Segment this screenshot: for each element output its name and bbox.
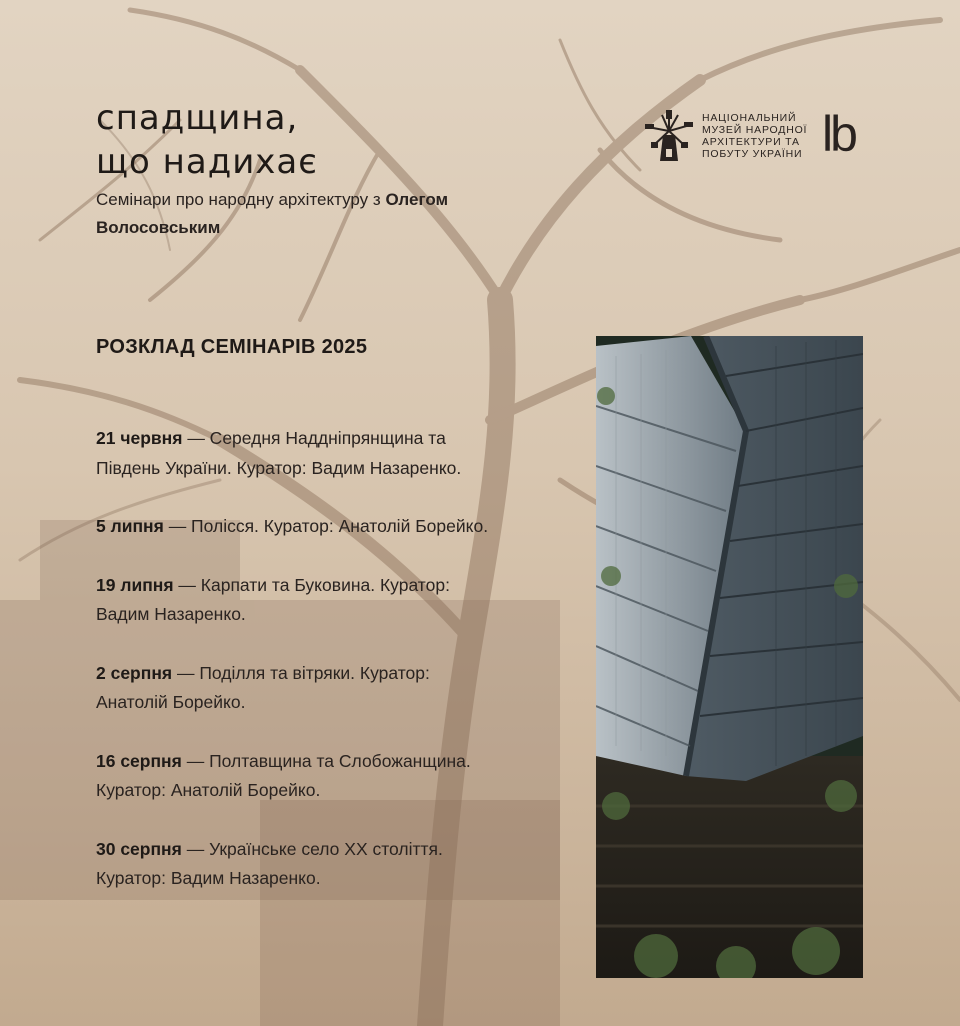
seminar-description: — Поділля та вітряки. Куратор: Анатолій Борейко.	[96, 662, 430, 712]
list-item	[96, 747, 496, 806]
museum-name-line-3: АРХІТЕКТУРИ ТА	[702, 136, 800, 148]
museum-name-line-2: МУЗЕЙ НАРОДНОЇ	[702, 124, 808, 136]
list-item	[96, 571, 496, 630]
seminar-date: 30 серпня	[96, 838, 182, 859]
museum-logo	[644, 106, 820, 166]
subtitle-speaker: Олегом Волосовським	[96, 190, 449, 237]
title-line-1: спадщина,	[96, 98, 299, 138]
seminar-date: 16 серпня	[96, 750, 182, 771]
event-subtitle	[96, 186, 516, 242]
roof-photo	[596, 336, 863, 978]
seminar-date: 2 серпня	[96, 662, 173, 683]
museum-name	[702, 112, 820, 160]
schedule-list	[96, 424, 496, 923]
list-item	[96, 835, 496, 894]
seminar-date: 19 липня	[96, 574, 174, 595]
seminar-description: — Полтавщина та Слобожанщина. Куратор: Анатолій Борейко.	[96, 750, 471, 800]
seminar-description: — Українське село XX століття. Куратор: Вадим Назаренко.	[96, 838, 443, 888]
windmill-icon	[644, 109, 694, 163]
list-item	[96, 424, 496, 483]
wooden-roof-image	[596, 336, 863, 978]
title-line-2: що надихає	[96, 142, 318, 182]
seminar-description: — Полісся. Куратор: Анатолій Борейко.	[163, 516, 489, 536]
event-title	[96, 96, 318, 184]
list-item	[96, 659, 496, 718]
subtitle-text: Семінари про народну архітектуру з	[96, 190, 386, 209]
seminar-date: 5 липня	[96, 516, 164, 536]
schedule-heading: РОЗКЛАД СЕМІНАРІВ 2025	[96, 336, 368, 358]
seminar-date: 21 червня	[96, 428, 183, 448]
museum-name-line-1: НАЦІОНАЛЬНИЙ	[702, 112, 797, 124]
list-item	[96, 512, 496, 542]
museum-name-line-4: ПОБУТУ УКРАЇНИ	[702, 148, 803, 160]
partner-logo: lb	[822, 106, 855, 162]
seminar-description: — Карпати та Буковина. Куратор: Вадим Назаренко.	[96, 574, 450, 624]
seminar-description: — Середня Наддніпрянщина та Південь України. Куратор: Вадим Назаренко.	[96, 428, 462, 478]
